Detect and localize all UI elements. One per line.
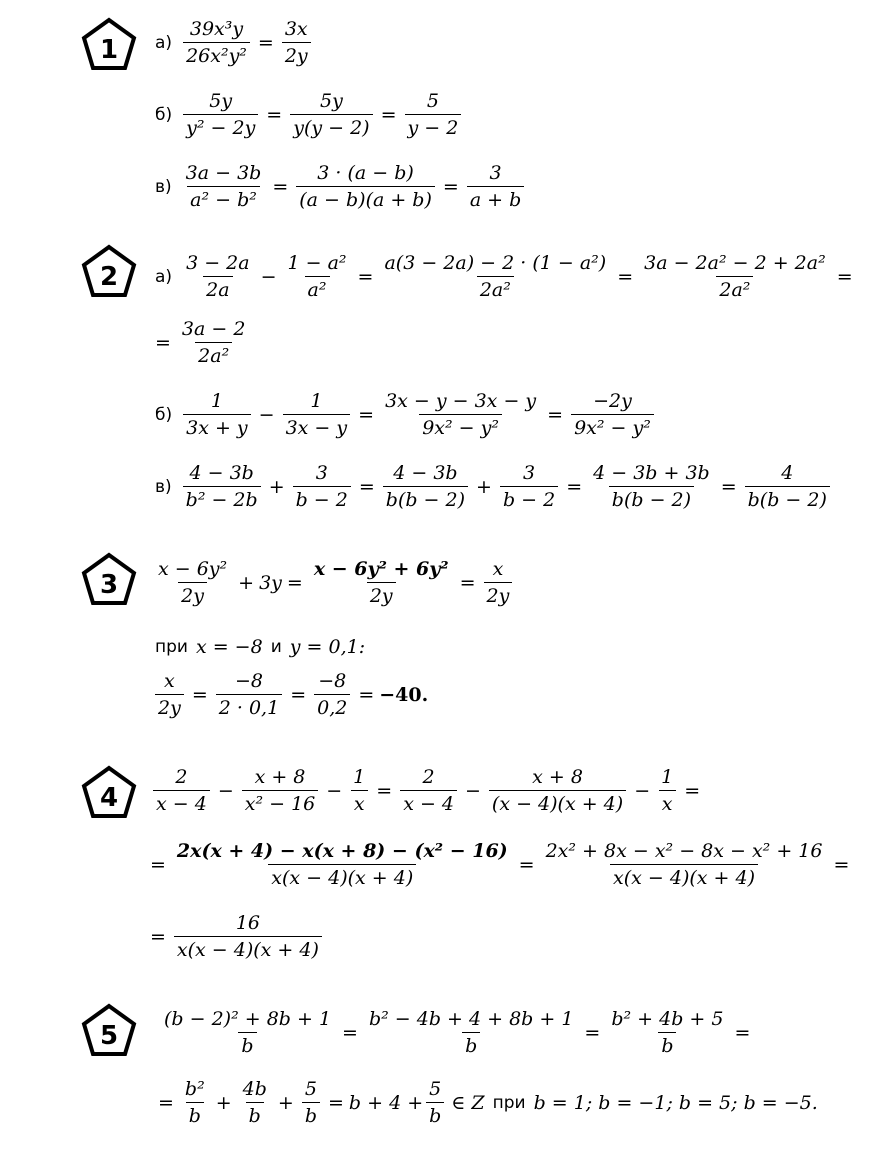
fraction: $\frac{3}{b - 2}$ [293, 462, 351, 511]
problem-number: 4 [99, 783, 119, 813]
fraction: $\frac{3a - 3b}{\text{a² − b²}}$ [185, 162, 262, 211]
part-label: б) [155, 104, 173, 125]
result: −40. [379, 683, 429, 706]
fraction: $\frac{\text{x − 6y² + 6y²}}{2y}$ [313, 558, 449, 607]
fraction: $\frac{4 - 3b + 3b}{b(b - 2)}$ [593, 462, 710, 511]
p3-line-2: $\frac{x}{2y}$ = $\frac{-8}{2 \cdot 0,1}$ = $\frac{-8}{0,2}$ = −40. [152, 670, 428, 719]
term: 3y [259, 571, 282, 594]
p5-line-1: $\frac{\text{(b − 2)² + 8b + 1}}{b}$ = $\frac{\text{b² − 4b + 4 + 8b + 1}}{b}$ = $\frac{\text{b² + 4b + 5}}{b}$ = [158, 1008, 755, 1057]
problem-number: 1 [99, 35, 119, 65]
fraction: $\frac{1}{3x + y}$ [183, 390, 251, 439]
problem-badge-5 [80, 1002, 138, 1058]
p3-condition: при x = −8 и y = 0,1: [155, 636, 366, 658]
fraction: $\frac{\text{b² + 4b + 5}}{b}$ [611, 1008, 724, 1057]
part-label: а) [155, 32, 173, 53]
fraction: $\frac{1}{3x - y}$ [283, 390, 351, 439]
fraction: $\frac{4 - 3b}{b(b - 2)}$ [383, 462, 468, 511]
p3-line-1: $\frac{\text{x − 6y²}}{2y}$ + 3y = $\frac{\text{x − 6y² + 6y²}}{2y}$ = $\frac{x}{2y}$ [152, 558, 515, 607]
fraction: $\frac{3}{a + b}$ [467, 162, 525, 211]
fraction: $\frac{-8}{2 \cdot 0,1}$ [216, 670, 282, 719]
fraction: $\frac{\text{x − 6y²}}{2y}$ [158, 558, 228, 607]
part-label: в) [155, 476, 172, 497]
fraction: $\frac{\text{(b − 2)² + 8b + 1}}{b}$ [164, 1008, 332, 1057]
fraction: $\frac{4b}{b}$ [242, 1078, 267, 1127]
fraction: $\frac{5}{b}$ [426, 1078, 444, 1127]
fraction: $\frac{\text{2x(x + 4) − x(x + 8) − (x² − 16)}}{x(x - 4)(x + 4)}$ [176, 840, 508, 889]
part-label: в) [155, 176, 172, 197]
fraction: $\frac{3 \cdot (a - b)}{(a - b)(a + b)}$ [296, 162, 435, 211]
part-label: б) [155, 404, 173, 425]
p4-line-2: = $\frac{\text{2x(x + 4) − x(x + 8) − (x² − 16)}}{x(x - 4)(x + 4)}$ = $\frac{\text{2x² + 8x − x² − 8x − x² + 16}}{x(x - 4)(x + 4)}$ = [150, 840, 850, 889]
fraction: $\frac{\text{b²}}{b}$ [184, 1078, 205, 1127]
fraction: $\frac{4 - 3b}{\text{b² − 2b}}$ [183, 462, 261, 511]
fraction: $\frac{x}{2y}$ [484, 558, 513, 607]
fraction: $\frac{3a - 2}{\text{2a²}}$ [181, 318, 246, 367]
fraction: $\frac{\text{2x² + 8x − x² − 8x − x² + 16}}{x(x - 4)(x + 4)}$ [545, 840, 823, 889]
p1-line-c: в) $\frac{3a - 3b}{\text{a² − b²}}$ = $\frac{3 \cdot (a - b)}{(a - b)(a + b)}$ = $\frac{3}{a + b}$ [155, 162, 527, 211]
problem-number: 5 [99, 1021, 119, 1051]
part-label: а) [155, 266, 173, 287]
p4-line-3: = $\frac{16}{x(x - 4)(x + 4)}$ [150, 912, 325, 961]
fraction: $\frac{\text{1 − a²}}{\text{a²}}$ [287, 252, 347, 301]
fraction: $\frac{2}{x - 4}$ [153, 766, 210, 815]
fraction: $\frac{x}{2y}$ [155, 670, 184, 719]
problem-badge-1 [80, 16, 138, 72]
p5-line-2: = $\frac{\text{b²}}{b}$ + $\frac{4b}{b}$ + $\frac{5}{b}$ = b + 4 + $\frac{5}{b}$ ∈ Z при b = 1; b = −1; b = 5; b = −5. [158, 1078, 818, 1127]
p2-line-b: б) $\frac{1}{3x + y}$ − $\frac{1}{3x - y}$ = $\frac{3x - y - 3x - y}{\text{9x² − y²}}$ = $\frac{-2y}{\text{9x² − y²}}$ [155, 390, 657, 439]
p1-line-b: б) $\frac{5y}{\text{y² − 2y}}$ = $\frac{5y}{y(y - 2)}$ = $\frac{5}{y - 2}$ [155, 90, 464, 139]
fraction: $\frac{-2y}{\text{9x² − y²}}$ [571, 390, 654, 439]
fraction: $\frac{5}{b}$ [302, 1078, 320, 1127]
fraction: $\frac{4}{b(b - 2)}$ [745, 462, 830, 511]
fraction: $\frac{5y}{\text{y² − 2y}}$ [183, 90, 258, 139]
fraction: $\frac{5y}{y(y - 2)}$ [290, 90, 372, 139]
fraction: $\frac{\text{39x³y}}{\text{26x²y²}}$ [183, 18, 250, 67]
fraction: $\frac{-8}{0,2}$ [314, 670, 350, 719]
fraction: $\frac{3 - 2a}{2a}$ [186, 252, 250, 301]
problem-badge-3 [80, 551, 138, 607]
p2-line-a-result: = $\frac{3a - 2}{\text{2a²}}$ [155, 318, 251, 367]
p1-line-a: а) $\frac{\text{39x³y}}{\text{26x²y²}}$ = $\frac{3x}{2y}$ [155, 18, 314, 67]
p2-line-c: в) $\frac{4 - 3b}{\text{b² − 2b}}$ + $\frac{3}{b - 2}$ = $\frac{4 - 3b}{b(b - 2)}$ + $\frac{3}{b - 2}$ = $\frac{4 - 3b + 3b}{b(b - 2)}$ = $\frac{4}{b(b - 2)}$ [155, 462, 833, 511]
fraction: $\frac{x + 8}{\text{x² − 16}}$ [242, 766, 319, 815]
problem-number: 3 [99, 570, 119, 600]
fraction: $\frac{2}{x - 4}$ [400, 766, 457, 815]
fraction: $\frac{\text{3a − 2a² − 2 + 2a²}}{\text{2a²}}$ [644, 252, 826, 301]
fraction: $\frac{16}{x(x - 4)(x + 4)}$ [174, 912, 322, 961]
fraction: $\frac{\text{a(3 − 2a) − 2 · (1 − a²)}}{\text{2a²}}$ [384, 252, 607, 301]
fraction: $\frac{1}{x}$ [658, 766, 676, 815]
fraction: $\frac{x + 8}{(x - 4)(x + 4)}$ [489, 766, 626, 815]
fraction: $\frac{3x}{2y}$ [282, 18, 311, 67]
problem-badge-2 [80, 243, 138, 299]
problem-badge-4 [80, 764, 138, 820]
problem-number: 2 [99, 262, 119, 292]
fraction: $\frac{1}{x}$ [350, 766, 368, 815]
fraction: $\frac{3}{b - 2}$ [500, 462, 558, 511]
p4-line-1: $\frac{2}{x - 4}$ − $\frac{x + 8}{\text{x² − 16}}$ − $\frac{1}{x}$ = $\frac{2}{x - 4}$ − $\frac{x + 8}{(x - 4)(x + 4)}$ − $\frac{1}{x}$ = [150, 766, 705, 815]
fraction: $\frac{3x - y - 3x - y}{\text{9x² − y²}}$ [385, 390, 537, 439]
p2-line-a: а) $\frac{3 - 2a}{2a}$ − $\frac{\text{1 − a²}}{\text{a²}}$ = $\frac{\text{a(3 − 2a) − 2 · (1 − a²)}}{\text{2a²}}$ = $\frac{\text{3a − 2a² − 2 + 2a²}}{\text{2a²}}$ = [155, 252, 853, 301]
fraction: $\frac{5}{y - 2}$ [405, 90, 462, 139]
fraction: $\frac{\text{b² − 4b + 4 + 8b + 1}}{b}$ [368, 1008, 574, 1057]
